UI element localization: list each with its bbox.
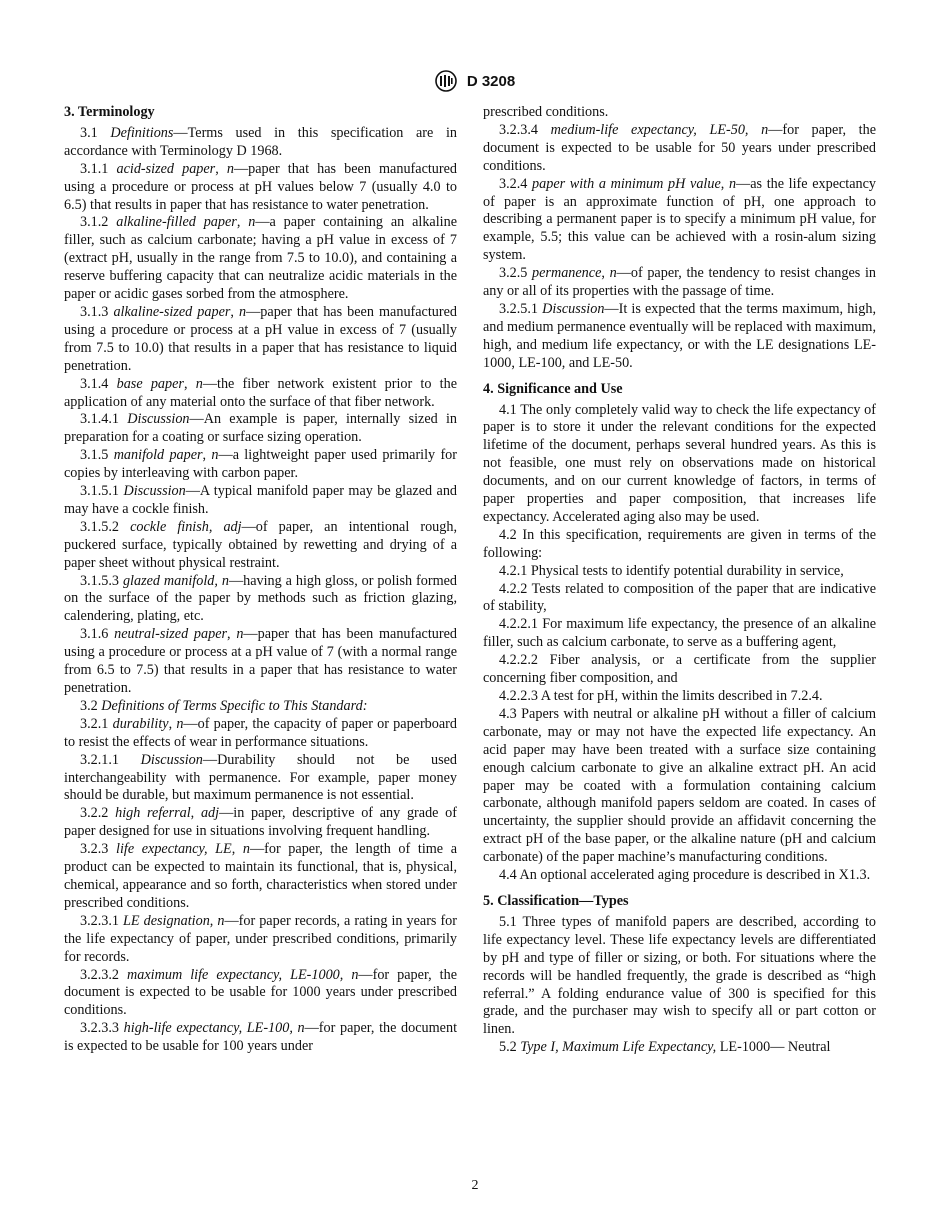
paragraph-3-2-4: 3.2.4 paper with a minimum pH value, n—as the life expectancy of paper is an approximate function of pH, one approach to describing a permanent paper is to specify a minimum pH value, for example, 5.5; this value can be achieved with a rosin-alum sizing system. <box>483 175 877 264</box>
page-number: 2 <box>471 1178 479 1193</box>
paragraph-3-2-3: 3.2.3 life expectancy, LE, n—for paper, the length of time a product can be expected to maintain its functional, that is, physical, chemical, appearance and so forth, characteristics when stored under prescribed conditions. <box>64 841 458 911</box>
paragraph-3-1-4-1: 3.1.4.1 Discussion—An example is paper, internally sized in preparation for a coating or surface sizing operation. <box>64 411 457 446</box>
paragraph-3-1-5-3: 3.1.5.3 glazed manifold, n—having a high gloss, or polish formed on the surface of the paper by methods such as friction glazing, calendering, plating, etc. <box>64 572 458 625</box>
paragraph-3-2-1-1: 3.2.1.1 Discussion—Durability should not be used interchangeability with permanence. For example, paper money should be durable, but maximum permanence is not essential. <box>64 751 458 804</box>
paragraph-4-2-2-3: 4.2.2.3 A test for pH, within the limits described in 7.2.4. <box>499 688 823 704</box>
section-heading-terminology: 3. Terminology <box>64 104 155 120</box>
paragraph-5-1: 5.1 Three types of manifold papers are described, according to life expectancy level. These life expectancy levels are differentiated by pH and type of filler or sizing, or both. For situations where the records will be handled frequently, the grade is described as “high referral.” A folding endurance value of 300 is specified for this grade, and the purchaser may wish to specify all or part cotton or linen. <box>483 913 876 1038</box>
page-header <box>0 70 950 94</box>
paragraph-4-1: 4.1 The only completely valid way to check the life expectancy of paper is to store it under the relevant conditions for the expected lifetime of the document, perhaps several hundred years. As this is not feasible, one must rely on observations made on historical documents, and on our current knowledge of factors, in terms of paper properties and paper composition, that increases life expectancy. Accelerated aging also may be used. <box>483 401 876 525</box>
paragraph-3-2-2: 3.2.2 high referral, adj—in paper, descriptive of any grade of paper designed for use in situations involving frequent handling. <box>64 805 458 840</box>
paragraph-3-1-6: 3.1.6 neutral-sized paper, n—paper that has been manufactured using a procedure or process at a pH value of 7 (with a normal range from 6.5 to 7.5) that results in a paper that has resistance to water penetration. <box>64 626 457 696</box>
paragraph-4-2-2: 4.2.2 Tests related to composition of the paper that are indicative of stability, <box>483 580 876 615</box>
paragraph-4-2-1: 4.2.1 Physical tests to identify potential durability in service, <box>499 562 844 579</box>
paragraph-3-1-5: 3.1.5 manifold paper, n—a lightweight paper used primarily for copies by interleaving with carbon paper. <box>64 447 458 482</box>
paragraph-3-1-2: 3.1.2 alkaline-filled paper, n—a paper containing an alkaline filler, such as calcium carbonate; having a pH value in excess of 7 (extract pH, usually in the range from 7.5 to 10.0), and containing a reserve buffering capacity that can neutralize acidic materials in the paper or acidic gases sorbed from the atmosphere. <box>64 214 457 303</box>
paragraph-3-2-3-3: 3.2.3.3 high-life expectancy, LE-100, n—for paper, the document is expected to be usable for 100 years under <box>64 1020 458 1055</box>
left-column <box>64 104 457 1056</box>
paragraph-4-4: 4.4 An optional accelerated aging procedure is described in X1.3. <box>499 867 871 884</box>
paragraph-3-2-3-1: 3.2.3.1 LE designation, n—for paper records, a rating in years for the life expectancy of paper, under prescribed conditions, primarily for records. <box>64 912 458 965</box>
paragraph-4-2-2-2: 4.2.2.2 Fiber analysis, or a certificate from the supplier concerning fiber composition, and <box>483 652 876 687</box>
paragraph-3-1: 3.1 Definitions—Terms used in this specification are in accordance with Terminology D 1968. <box>64 124 457 159</box>
paragraph-3-1-5-1: 3.1.5.1 Discussion—A typical manifold paper may be glazed and may have a cockle finish. <box>64 483 458 517</box>
paragraph-4-2: 4.2 In this specification, requirements are given in terms of the following: <box>483 526 876 561</box>
paragraph-3-1-5-2: 3.1.5.2 cockle finish, adj—of paper, an intentional rough, puckered surface, typically obtained by rewetting and drying of a paper sheet without physical restraint. <box>64 518 457 571</box>
section-heading-significance: 4. Significance and Use <box>483 380 623 397</box>
right-column <box>483 104 876 1057</box>
paragraph-3-2-3-2: 3.2.3.2 maximum life expectancy, LE-1000, n—for paper, the document is expected to be usable for 1000 years under prescribed conditions. <box>64 966 457 1019</box>
section-heading-classification: 5. Classification—Types <box>483 892 629 909</box>
paragraph-5-2: 5.2 Type I, Maximum Life Expectancy, LE-1000— Neutral <box>499 1039 831 1056</box>
paragraph-3-2: 3.2 Definitions of Terms Specific to This Standard: <box>80 697 368 714</box>
paragraph-3-1-3: 3.1.3 alkaline-sized paper, n—paper that has been manufactured using a procedure or process at a pH value in excess of 7 (usually from 7.5 to 10.0) that results in a paper that has resistance to liquid penetration. <box>64 303 458 374</box>
paragraph-3-2-5-1: 3.2.5.1 Discussion—It is expected that the terms maximum, high, and medium permanence eventually will be replaced with maximum, high, and medium life expectancy, or with the LE designations LE-1000, LE-100, and LE-50. <box>483 300 876 371</box>
paragraph-4-2-2-1: 4.2.2.1 For maximum life expectancy, the presence of an alkaline filler, such as calcium carbonate, to serve as a buffering agent, <box>483 616 876 651</box>
paragraph-3-1-4: 3.1.4 base paper, n—the fiber network existent prior to the application of any material onto the surface of that fiber network. <box>64 375 458 410</box>
paragraph-3-2-3-3-continued: prescribed conditions. <box>483 104 609 120</box>
paragraph-3-2-1: 3.2.1 durability, n—of paper, the capacity of paper or paperboard to resist the effects of wear in performance situations. <box>64 715 457 750</box>
astm-logo-icon <box>435 70 457 92</box>
paragraph-3-2-5: 3.2.5 permanence, n—of paper, the tendency to resist changes in any or all of its properties with the passage of time. <box>483 265 876 300</box>
paragraph-3-1-1: 3.1.1 acid-sized paper, n—paper that has been manufactured using a procedure or process at pH values below 7 (usually 4.0 to 6.5) that results in paper that has resistance to water penetration. <box>64 160 458 213</box>
paragraph-4-3: 4.3 Papers with neutral or alkaline pH without a filler of calcium carbonate, may or may not have the expected life expectancy. An acid paper may have been treated with a surface size containing enough calcium carbonate to give an alkaline extract pH. An acid paper may be coated with a formulation containing calcium carbonate, although manifold papers seldom are coated. In cases of uncertainty, the supplier should provide an affidavit concerning the extract pH of the base paper, or the alkaline nature (pH and calcium carbonate) of the paper machine’s manufacturing conditions. <box>483 705 876 866</box>
document-number: D 3208 <box>466 72 516 90</box>
paragraph-3-2-3-4: 3.2.3.4 medium-life expectancy, LE-50, n—for paper, the document is expected to be usable for 50 years under prescribed conditions. <box>483 121 876 174</box>
